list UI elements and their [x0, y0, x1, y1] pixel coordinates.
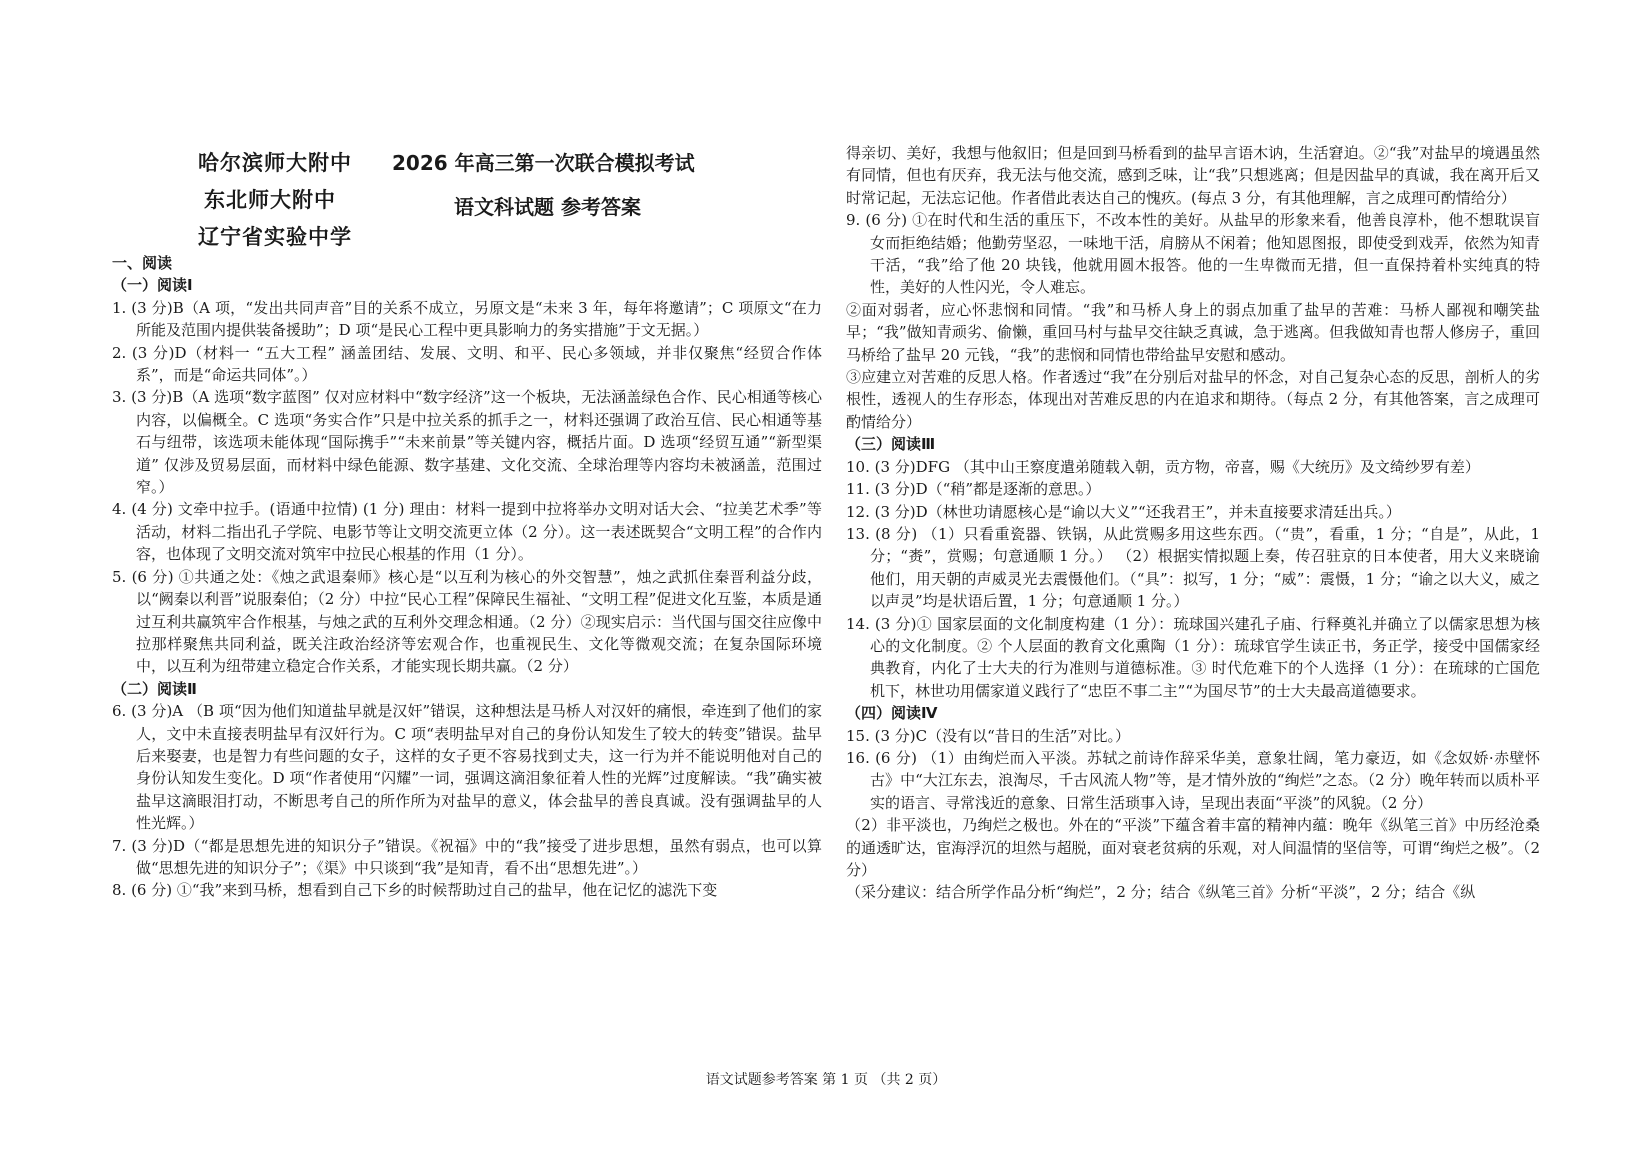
- answer-item: 11. (3 分)D（“稍”都是逐渐的意思。）: [846, 480, 1101, 499]
- exam-title: 2026 年高三第一次联合模拟考试: [392, 151, 695, 175]
- answer-item: 1. (3 分)B（A 项，“发出共同声音”目的关系不成立，另原文是“未来 3 年，每年将邀请”；C 项原文“在力所能及范围内提供装备援助”；D 项“是民心工程中更具影响力的务实措施”于文无据。）: [112, 298, 822, 340]
- subject-title: 语文科试题 参考答案: [454, 195, 641, 219]
- subsection-heading: （一）阅读Ⅰ: [112, 276, 193, 295]
- page-footer: 语文试题参考答案 第 1 页 （共 2 页）: [705, 1072, 947, 1088]
- answer-item: 14. (3 分)① 国家层面的文化制度构建（1 分）：琉球国兴建孔子庙、行释奠礼并确立了以儒家思想为核心的文化制度。② 个人层面的教育文化熏陶（1 分）：琉球官学生读正书，务正学，接受中国儒家经典教育，内化了士大夫的行为准则与道德标准。③ 时代危难下的个人选择（1 分）：在琉球的亡国危机下，林世功用儒家道义践行了“忠臣不事二主”“为国尽节”的士大夫最高道德要求。: [846, 614, 1540, 700]
- section-heading: 一、阅读: [112, 254, 173, 272]
- answer-item: 7. (3 分)D（“都是思想先进的知识分子”错误。《祝福》中的“我”接受了进步思想，虽然有弱点，也可以算做“思想先进的知识分子”；《渠》中只谈到“我”是知青，看不出“思想先进”。）: [112, 836, 822, 877]
- answer-item: 5. (6 分) ①共通之处：《烛之武退秦师》核心是“以互利为核心的外交智慧”，烛之武抓住秦晋利益分歧，以“阙秦以利晋”说服秦伯；（2 分）中拉“民心工程”保障民生福祉、“文明工程”促进文化互鉴，本质是通过互利共赢筑牢合作根基，与烛之武的互利外交理念相通。（2 分）②现实启示：当代国与国交往应像中拉那样聚焦共同利益，既关注政治经济等宏观合作，也重视民生、文化等微观交流；在复杂国际环境中，以互利为纽带建立稳定合作关系，才能实现长期共赢。（2 分）: [112, 567, 822, 676]
- school-name: 辽宁省实验中学: [198, 225, 352, 249]
- subsection-heading: （三）阅读Ⅲ: [846, 435, 936, 454]
- answer-item: 15. (3 分)C（没有以“昔日的生活”对比。）: [846, 726, 1130, 745]
- answer-continuation: 得亲切、美好，我想与他叙旧；但是回到马桥看到的盐早言语木讷，生活窘迫。②“我”对盐早的境遇虽然有同情，但也有厌弃，我无法与他交流，感到乏味，让“我”只想逃离；但是因盐早的真诚，我在离开后又时常记起，无法忘记他。作者借此表达自己的愧疚。(每点 3 分，有其他理解，言之成理可酌情给分）: [846, 144, 1540, 207]
- answer-item: 2. (3 分)D（材料一 “五大工程” 涵盖团结、发展、文明、和平、民心多领域，并非仅聚焦“经贸合作体系”，而是“命运共同体”。）: [112, 343, 822, 385]
- answer-item: 13. (8 分) （1）只看重瓷器、铁锅，从此赏赐多用这些东西。（“贵”，看重，1 分；“自是”，从此，1 分；“赉”，赏赐；句意通顺 1 分。） （2）根据实情拟题上奏，传召驻京的日本使者，用大义来晓谕他们，用天朝的声威灵光去震慑他们。（“具”：拟写，1 分；“威”：震慑，1 分；“谕之以大义，威之以声灵”均是状语后置，1 分；句意通顺 1 分。）: [846, 524, 1540, 611]
- school-name: 哈尔滨师大附中: [198, 151, 352, 175]
- answer-item: 12. (3 分)D（林世功请愿核心是“谕以大义”“还我君王”，并未直接要求清廷出兵。）: [846, 502, 1401, 521]
- school-name: 东北师大附中: [204, 188, 336, 212]
- left-column: [112, 252, 822, 902]
- right-column: [846, 142, 1540, 904]
- school-list: [198, 145, 352, 256]
- answer-item: （采分建议：结合所学作品分析“绚烂”，2 分；结合《纵笔三首》分析“平淡”，2 分；结合《纵: [846, 883, 1476, 902]
- answer-item: 6. (3 分)A （B 项“因为他们知道盐早就是汉奸”错误，这种想法是马桥人对汉奸的痛恨，牵连到了他们的家人，文中未直接表明盐早有汉奸行为。C 项“表明盐早对自己的身份认知发生了较大的转变”错误。盐早后来娶妻，也是智力有些问题的女子，这样的女子更不容易找到丈夫，这一行为并不能说明他对自己的身份认知发生变化。D 项“作者使用“闪耀”一词，强调这滴泪象征着人性的光辉”过度解读。“我”确实被盐早这滴眼泪打动，不断思考自己的所作所为对盐早的意义，体会盐早的善良真诚。没有强调盐早的人性光辉。）: [112, 702, 822, 833]
- answer-item: ③应建立对苦难的反思人格。作者透过“我”在分别后对盐早的怀念，对自己复杂心态的反思，剖析人的劣根性，透视人的生存形态，体现出对苦难反思的内在追求和期待。（每点 2 分，有其他答案，言之成理可酌情给分）: [846, 368, 1540, 431]
- answer-item: 8. (6 分) ①“我”来到马桥，想看到自己下乡的时候帮助过自己的盐早，他在记忆的滤洗下变: [112, 881, 718, 900]
- answer-item: （2）非平淡也，乃绚烂之极也。外在的“平淡”下蕴含着丰富的精神内蕴：晚年《纵笔三首》中历经沧桑的通透旷达，宦海浮沉的坦然与超脱，面对衰老贫病的乐观，对人间温情的坚信等，可谓“绚烂之极”。（2 分）: [846, 816, 1540, 879]
- subsection-heading: （二）阅读Ⅱ: [112, 679, 197, 698]
- answer-item: 3. (3 分)B（A 选项“数字蓝图” 仅对应材料中“数字经济”这一个板块，无法涵盖绿色合作、民心相通等核心内容，以偏概全。C 选项“务实合作”只是中拉关系的抓手之一，材料还强调了政治互信、民心相通等基石与纽带，该选项未能体现“国际携手”“未来前景”等关键内容，概括片面。D 选项“经贸互通”“新型渠道” 仅涉及贸易层面，而材料中绿色能源、数字基建、文化交流、全球治理等内容均未被涵盖，范围过窄。）: [112, 388, 822, 497]
- answer-item: 16. (6 分) （1）由绚烂而入平淡。苏轼之前诗作辞采华美，意象壮阔，笔力豪迈，如《念奴娇·赤壁怀古》中“大江东去，浪淘尽，千古风流人物”等，是才情外放的“绚烂”之态。（2 分）晚年转而以质朴平实的语言、寻常浅近的意象、日常生活琐事入诗，呈现出表面“平淡”的风貌。（2 分）: [846, 748, 1540, 812]
- answer-item: 4. (4 分) 文牵中拉手。(语通中拉情) (1 分) 理由：材料一提到中拉将举办文明对话大会、“拉美艺术季”等活动，材料二指出孔子学院、电影节等让文明交流更立体（2 分）。这一表述既契合“文明工程”的合作内容，也体现了文明交流对筑牢中拉民心根基的作用（1 分）。: [112, 500, 822, 564]
- subsection-heading: （四）阅读Ⅳ: [846, 704, 938, 723]
- answer-item: 10. (3 分)DFG （其中山王察度遣弟随载入朝，贡方物，帝喜，赐《大统历》及文绮纱罗有差）: [846, 457, 1480, 476]
- answer-item: 9. (6 分) ①在时代和生活的重压下，不改本性的美好。从盐早的形象来看，他善良淳朴，他不想耽误盲女而拒绝结婚；他勤劳坚忍，一味地干活，肩膀从不闲着；他知恩图报，即使受到戏弄，依然为知青干活，“我”给了他 20 块钱，他就用圆木报答。他的一生卑微而无措，但一直保持着朴实纯真的特性，美好的人性闪光，令人难忘。: [846, 211, 1540, 297]
- answer-item: ②面对弱者，应心怀悲悯和同情。“我”和马桥人身上的弱点加重了盐早的苦难：马桥人鄙视和嘲笑盐早；“我”做知青顽劣、偷懒，重回马村与盐早交往缺乏真诚，急于逃离。但我做知青也帮人修房子，重回马桥给了盐早 20 元钱，“我”的悲悯和同情也带给盐早安慰和感动。: [846, 300, 1540, 364]
- document-header: [198, 145, 758, 255]
